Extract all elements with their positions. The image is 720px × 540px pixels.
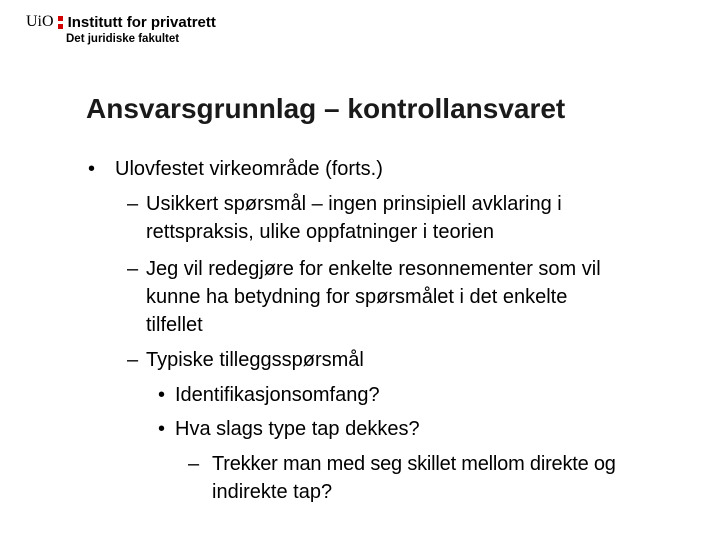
faculty-name: Det juridiske fakultet — [66, 33, 180, 45]
sub-bullet-text: Typiske tilleggsspørsmål — [146, 349, 364, 371]
sub-bullet-text: indirekte tap? — [212, 481, 333, 503]
sub-bullet-text: Jeg vil redegjøre for enkelte resonnementer som vil — [146, 258, 601, 280]
bullet-marker: • — [158, 384, 166, 406]
sub-bullet-text: tilfellet — [146, 314, 203, 336]
sub-bullet-text: kunne ha betydning for spørsmålet i det enkelte — [146, 286, 568, 308]
sub-bullet-text: Trekker man med seg skillet mellom direkte og — [212, 453, 616, 475]
uio-logo-text: UiO — [26, 13, 54, 30]
sub-bullet-text: rettspraksis, ulike oppfatninger i teorien — [146, 221, 494, 243]
slide-title: Ansvarsgrunnlag – kontrollansvaret — [86, 93, 566, 124]
bullet-text: Hva slags type tap dekkes? — [175, 418, 420, 440]
header-logo — [26, 12, 216, 45]
sub-bullet-marker: – — [127, 193, 139, 215]
sub-bullet-marker: – — [127, 258, 139, 280]
bullet-text: Identifikasjonsomfang? — [175, 384, 380, 406]
bullet-marker: • — [158, 418, 166, 440]
sub-bullet-marker: – — [127, 349, 139, 371]
uio-colon-icon — [58, 14, 63, 30]
bullet-marker: • — [88, 158, 96, 180]
institute-name: Institutt for privatrett — [67, 13, 216, 31]
bullet-text: Ulovfestet virkeområde (forts.) — [115, 158, 383, 180]
sub-bullet-text: Usikkert spørsmål – ingen prinsipiell avklaring i — [146, 193, 562, 215]
sub-bullet-marker: – — [188, 453, 200, 475]
